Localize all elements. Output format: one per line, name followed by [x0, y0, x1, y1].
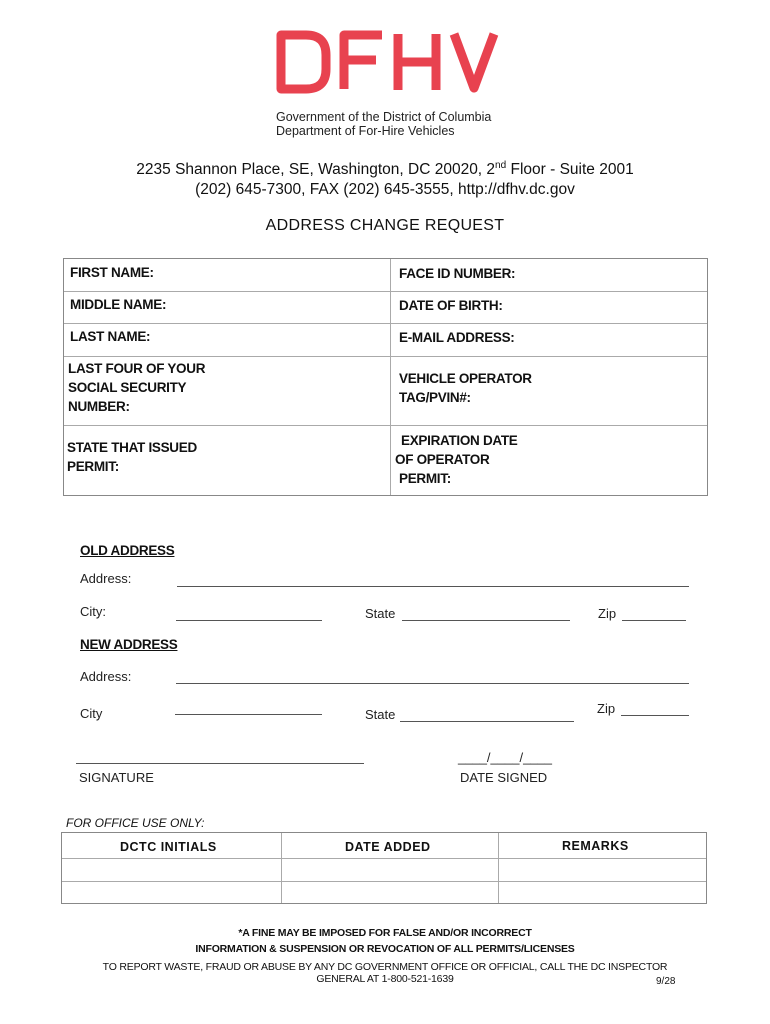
new-zip-input[interactable] — [621, 715, 689, 716]
org-name — [276, 110, 491, 138]
address-text: 2235 Shannon Place, SE, Washington, DC 20020, 2 — [136, 161, 496, 179]
old-city-input[interactable] — [176, 620, 322, 621]
new-address-label: Address: — [80, 669, 132, 684]
office-address — [0, 160, 770, 179]
tag-label-2: TAG/PVIN#: — [399, 390, 471, 405]
col-remarks: REMARKS — [562, 839, 629, 853]
tag-label-1: VEHICLE OPERATOR — [399, 371, 532, 386]
old-state-label: State — [365, 606, 396, 621]
middle-name-field[interactable]: MIDDLE NAME: — [70, 297, 167, 312]
expiration-label-3: PERMIT: — [399, 471, 451, 486]
col-dctc-initials: DCTC INITIALS — [120, 840, 217, 854]
email-field[interactable]: E-MAIL ADDRESS: — [399, 330, 515, 345]
fine-warning-2: INFORMATION & SUSPENSION OR REVOCATION OF ALL PERMITS/LICENSES — [195, 943, 575, 955]
new-address-heading: NEW ADDRESS — [80, 637, 178, 652]
revision-date: 9/28 — [656, 976, 676, 987]
ssn-label-3: NUMBER: — [68, 399, 130, 414]
new-state-label: State — [365, 707, 396, 722]
state-issued-permit-field[interactable] — [67, 438, 197, 476]
row-divider — [64, 356, 707, 357]
dfhv-logo — [276, 30, 500, 94]
new-city-input[interactable] — [175, 714, 322, 715]
new-address-input[interactable] — [176, 683, 689, 684]
expiration-label-2: OF OPERATOR — [395, 452, 490, 467]
ssn-label-2: SOCIAL SECURITY — [68, 380, 187, 395]
old-address-input[interactable] — [177, 586, 689, 587]
fine-warning-1: *A FINE MAY BE IMPOSED FOR FALSE AND/OR INCORRECT — [238, 927, 532, 939]
signature-label: SIGNATURE — [79, 770, 154, 785]
last-name-field[interactable]: LAST NAME: — [70, 329, 151, 344]
date-signed-label: DATE SIGNED — [460, 770, 548, 785]
old-zip-label: Zip — [598, 606, 617, 621]
row-divider — [62, 881, 706, 882]
org-line-1: Government of the District of Columbia — [276, 110, 492, 124]
new-state-input[interactable] — [400, 721, 574, 722]
date-signed-input[interactable]: ____/____/____ — [458, 750, 552, 765]
ssn-label-1: LAST FOUR OF YOUR — [68, 361, 206, 376]
contact-line: (202) 645-7300, FAX (202) 645-3555, http://dfhv.dc.gov — [195, 181, 575, 198]
row-divider — [64, 291, 707, 292]
old-state-input[interactable] — [402, 620, 570, 621]
row-divider — [62, 858, 706, 859]
report-line-1: TO REPORT WASTE, FRAUD OR ABUSE BY ANY DC GOVERNMENT OFFICE OR OFFICIAL, CALL THE DC INSPECTOR — [102, 961, 668, 973]
column-divider — [498, 833, 499, 903]
applicant-info-table — [63, 258, 708, 496]
org-line-2: Department of For-Hire Vehicles — [276, 124, 455, 138]
old-city-label: City: — [80, 604, 106, 619]
old-address-label: Address: — [80, 571, 132, 586]
office-use-label: FOR OFFICE USE ONLY: — [66, 816, 205, 830]
form-title: ADDRESS CHANGE REQUEST — [265, 217, 505, 234]
new-zip-label: Zip — [597, 701, 616, 716]
old-zip-input[interactable] — [622, 620, 686, 621]
col-date-added: DATE ADDED — [345, 840, 431, 854]
column-divider — [281, 833, 282, 903]
new-city-label: City — [80, 706, 103, 721]
face-id-field[interactable]: FACE ID NUMBER: — [399, 266, 516, 281]
state-issued-label-1: STATE THAT ISSUED — [67, 440, 197, 455]
office-use-table — [61, 832, 707, 904]
state-issued-label-2: PERMIT: — [67, 459, 119, 474]
date-of-birth-field[interactable]: DATE OF BIRTH: — [399, 298, 503, 313]
first-name-field[interactable]: FIRST NAME: — [70, 265, 154, 280]
address-suite: Floor - Suite 2001 — [506, 161, 634, 179]
ssn-last-four-field[interactable] — [68, 359, 205, 416]
report-line-2: GENERAL AT 1-800-521-1639 — [316, 973, 454, 985]
expiration-label-1: EXPIRATION DATE — [401, 433, 518, 448]
permit-expiration-field[interactable] — [395, 431, 518, 488]
row-divider — [64, 425, 707, 426]
signature-input[interactable] — [76, 763, 364, 764]
old-address-heading: OLD ADDRESS — [80, 543, 175, 558]
row-divider — [64, 323, 707, 324]
column-divider — [390, 259, 391, 495]
vehicle-operator-tag-field[interactable] — [399, 369, 532, 407]
address-sup: nd — [495, 160, 507, 171]
